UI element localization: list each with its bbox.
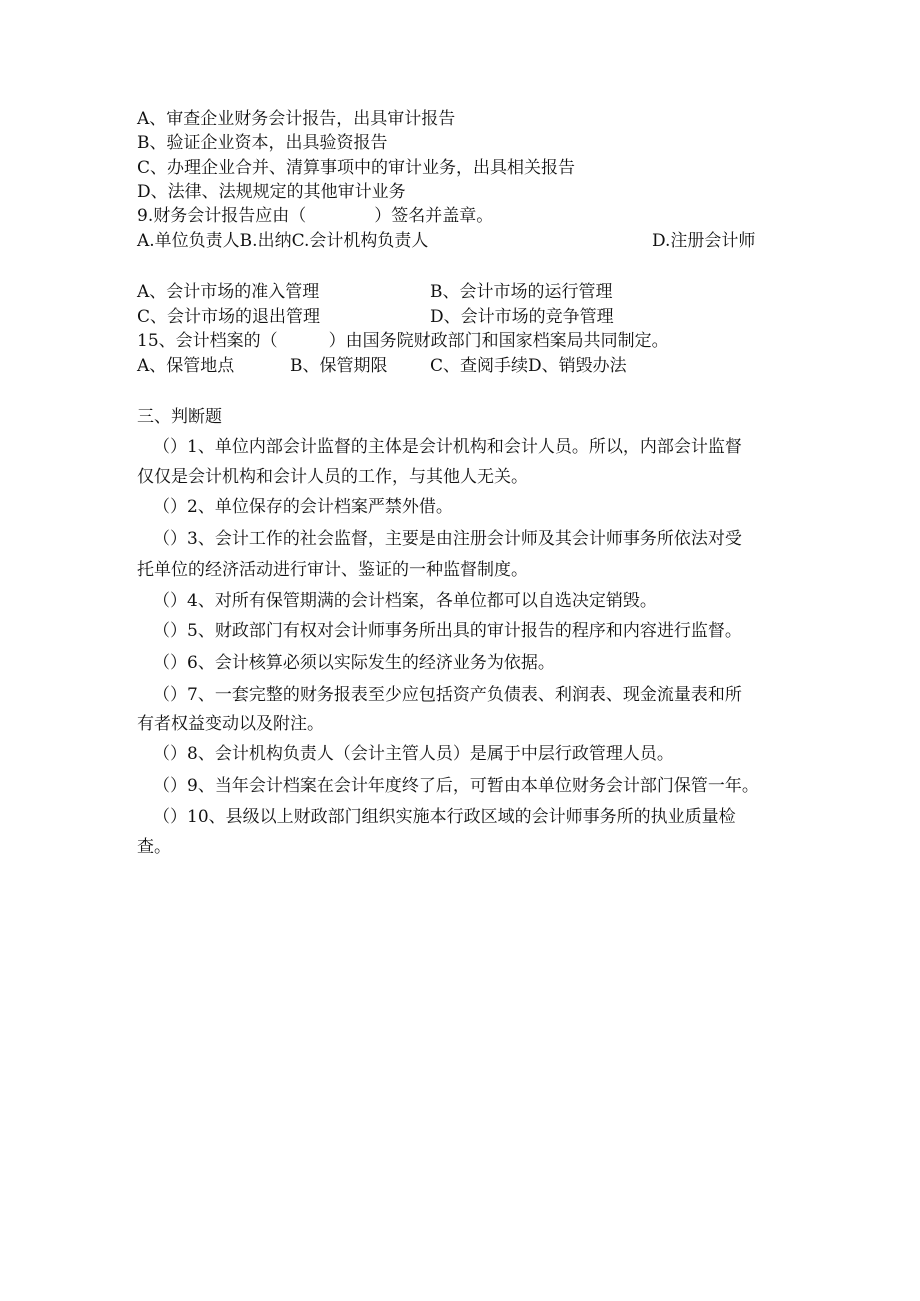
question-15-option-a: A、保管地点 [137,356,235,376]
option-d-other-audit: D、法律、法规规定的其他审计业务 [137,182,406,202]
market-option-a: A、会计市场的准入管理 [137,282,320,302]
option-b-capital-verification: B、验证企业资本，出具验资报告 [137,133,388,153]
tf-item-4: （）4、对所有保管期满的会计档案，各单位都可以自选决定销毁。 [153,591,657,611]
tf-item-9: （）9、当年会计档案在会计年度终了后，可暂由本单位财务会计部门保管一年。 [153,776,759,796]
tf-item-3-line-1: （）3、会计工作的社会监督，主要是由注册会计师及其会计师事务所依法对受 [153,529,742,549]
section-3-heading: 三、判断题 [137,407,222,427]
tf-item-8: （）8、会计机构负责人（会计主管人员）是属于中层行政管理人员。 [153,744,674,764]
tf-item-2: （）2、单位保存的会计档案严禁外借。 [153,497,453,517]
question-15-stem: 15、会计档案的（ ）由国务院财政部门和国家档案局共同制定。 [137,331,669,351]
question-9-option-d: D.注册会计师 [652,231,756,251]
question-9-options-abc: A.单位负责人B.出纳C.会计机构负责人 [137,231,429,251]
market-option-c: C、会计市场的退出管理 [137,307,321,327]
tf-item-3-line-2: 托单位的经济活动进行审计、鉴证的一种监督制度。 [137,560,528,580]
question-15-option-cd: C、查阅手续D、销毁办法 [430,356,627,376]
option-a-audit-report: A、审查企业财务会计报告，出具审计报告 [137,109,456,129]
tf-item-1-line-2: 仅仅是会计机构和会计人员的工作，与其他人无关。 [137,467,528,487]
tf-item-1-line-1: （）1、单位内部会计监督的主体是会计机构和会计人员。所以，内部会计监督 [153,437,742,457]
market-option-d: D、会计市场的竞争管理 [430,307,614,327]
option-c-merger-audit: C、办理企业合并、清算事项中的审计业务，出具相关报告 [137,158,576,178]
tf-item-5: （）5、财政部门有权对会计师事务所出具的审计报告的程序和内容进行监督。 [153,621,742,641]
market-option-b: B、会计市场的运行管理 [430,282,613,302]
tf-item-6: （）6、会计核算必须以实际发生的经济业务为依据。 [153,653,555,673]
tf-item-10-line-2: 查。 [137,837,171,857]
question-9-stem: 9.财务会计报告应由（ ）签名并盖章。 [137,206,494,226]
question-15-option-b: B、保管期限 [290,356,388,376]
tf-item-7-line-2: 有者权益变动以及附注。 [137,714,324,734]
tf-item-10-line-1: （）10、县级以上财政部门组织实施本行政区域的会计师事务所的执业质量检 [153,807,736,827]
tf-item-7-line-1: （）7、一套完整的财务报表至少应包括资产负债表、利润表、现金流量表和所 [153,685,742,705]
